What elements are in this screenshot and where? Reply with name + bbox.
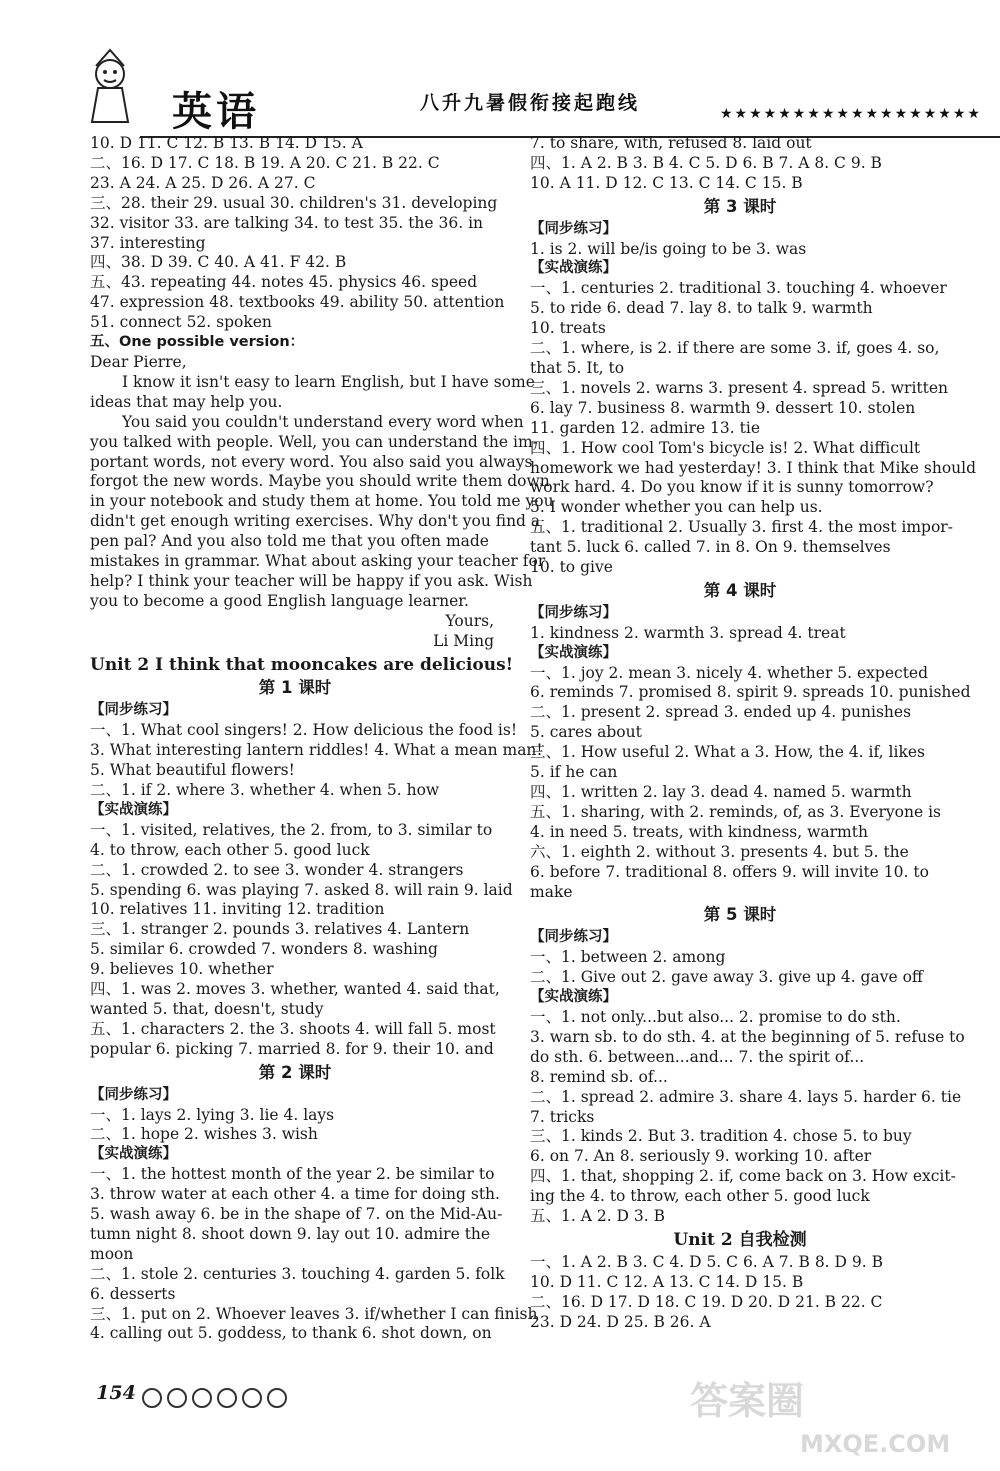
answer-line: 六、1. eighth 2. without 3. presents 4. but 5. the bbox=[530, 842, 909, 861]
answer-line: that 5. It, to bbox=[530, 358, 625, 377]
answer-line: 三、1. put on 2. Whoever leaves 3. if/whether I can finish bbox=[90, 1304, 538, 1323]
answer-line: 二、1. Give out 2. gave away 3. give up 4. gave off bbox=[530, 968, 923, 987]
answer-line: mistakes in grammar. What about asking your teacher for bbox=[90, 552, 546, 571]
answer-line: 10. D 11. C 12. A 13. C 14. D 15. B bbox=[530, 1272, 804, 1291]
section-tag: 【同步练习】 bbox=[530, 604, 617, 621]
answer-line: 三、1. kinds 2. But 3. tradition 4. chose 5. to buy bbox=[530, 1127, 912, 1146]
answer-line: work hard. 4. Do you know if it is sunny tomorrow? bbox=[530, 478, 934, 497]
answer-line: 5. if he can bbox=[530, 763, 618, 782]
answer-line: 23. D 24. D 25. B 26. A bbox=[530, 1312, 711, 1331]
answer-line: 一、1. visited, relatives, the 2. from, to 3. similar to bbox=[90, 820, 493, 839]
answer-line: 二、1. stole 2. centuries 3. touching 4. garden 5. folk bbox=[90, 1264, 505, 1283]
answer-line: 7. to share, with, refused 8. laid out bbox=[530, 134, 812, 152]
answer-line: 一、1. What cool singers! 2. How delicious the food is! bbox=[90, 721, 518, 740]
answer-line: 7. tricks bbox=[530, 1107, 595, 1126]
answer-line: wanted 5. that, doesn't, study bbox=[90, 999, 324, 1018]
answer-line: 5. I wonder whether you can help us. bbox=[530, 498, 823, 517]
answer-line: 10. relatives 11. inviting 12. tradition bbox=[90, 900, 385, 919]
answer-line: 四、1. How cool Tom's bicycle is! 2. What difficult bbox=[530, 438, 921, 457]
decorative-dots bbox=[142, 1388, 292, 1412]
answer-line: 一、1. joy 2. mean 3. nicely 4. whether 5. expected bbox=[530, 663, 929, 682]
answer-line: 三、1. How useful 2. What a 3. How, the 4. if, likes bbox=[530, 743, 925, 762]
section-tag: 五、One possible version： bbox=[90, 334, 305, 351]
answer-line: 二、1. spread 2. admire 3. share 4. lays 5. harder 6. tie bbox=[530, 1087, 962, 1106]
answer-line: make bbox=[530, 882, 573, 901]
section-tag: 【实战演练】 bbox=[530, 644, 617, 661]
answer-line: 47. expression 48. textbooks 49. ability 50. attention bbox=[90, 293, 505, 312]
section-tag: 【同步练习】 bbox=[90, 1086, 177, 1103]
answer-line: 二、1. if 2. where 3. whether 4. when 5. how bbox=[90, 781, 440, 799]
answer-line: moon bbox=[90, 1244, 134, 1263]
section-tag: 【实战演练】 bbox=[90, 1146, 177, 1163]
answer-line: Dear Pierre, bbox=[90, 352, 187, 371]
section-tag: 【实战演练】 bbox=[530, 260, 617, 277]
answer-line: 5. spending 6. was playing 7. asked 8. will rain 9. laid bbox=[90, 880, 513, 899]
answer-line: 四、38. D 39. C 40. A 41. F 42. B bbox=[90, 253, 347, 272]
section-tag: 【实战演练】 bbox=[530, 989, 617, 1006]
answer-line: 五、43. repeating 44. notes 45. physics 46. speed bbox=[90, 273, 478, 292]
answer-line: 5. What beautiful flowers! bbox=[90, 761, 295, 780]
answer-line: 51. connect 52. spoken bbox=[90, 313, 272, 332]
letter-signature: Yours, bbox=[445, 611, 494, 630]
answer-line: 五、1. A 2. D 3. B bbox=[530, 1207, 666, 1226]
answer-line: 1. is 2. will be/is going to be 3. was bbox=[530, 239, 807, 258]
answer-line: do sth. 6. between...and... 7. the spirit of... bbox=[530, 1047, 865, 1066]
answer-line: I know it isn't easy to learn English, but I have some bbox=[122, 372, 535, 391]
answer-line: pen pal? And you also told me that you often made bbox=[90, 532, 489, 551]
lesson-heading: 第 3 课时 bbox=[703, 196, 777, 216]
answer-line: 一、1. lays 2. lying 3. lie 4. lays bbox=[90, 1105, 335, 1124]
answer-line: 三、28. their 29. usual 30. children's 31. developing bbox=[90, 193, 498, 212]
answer-line: 6. reminds 7. promised 8. spirit 9. spreads 10. punished bbox=[530, 683, 971, 702]
answer-line: 6. desserts bbox=[90, 1284, 176, 1303]
answer-line: 四、1. that, shopping 2. if, come back on 3. How excit- bbox=[530, 1167, 956, 1186]
answer-line: popular 6. picking 7. married 8. for 9. their 10. and bbox=[90, 1039, 494, 1058]
series-title: 八升九暑假衔接起跑线 bbox=[420, 92, 641, 114]
answer-line: in your notebook and study them at home. You told me you bbox=[90, 492, 554, 511]
answer-line: 6. lay 7. business 8. warmth 9. dessert 10. stolen bbox=[530, 398, 916, 417]
answer-line: 6. before 7. traditional 8. offers 9. will invite 10. to bbox=[530, 862, 929, 881]
answer-line: 五、1. characters 2. the 3. shoots 4. will fall 5. most bbox=[90, 1019, 496, 1038]
answer-line: 3. throw water at each other 4. a time for doing sth. bbox=[90, 1185, 500, 1204]
answer-line: 二、1. hope 2. wishes 3. wish bbox=[90, 1125, 318, 1144]
answer-line: ideas that may help you. bbox=[90, 392, 283, 411]
answer-line: you to become a good English language learner. bbox=[90, 591, 469, 610]
page-number: 154 bbox=[96, 1382, 136, 1404]
circle-icon bbox=[167, 1388, 187, 1408]
lesson-heading: 第 2 课时 bbox=[258, 1062, 332, 1082]
answer-line: 二、1. present 2. spread 3. ended up 4. punishes bbox=[530, 703, 912, 722]
answer-line: 三、1. novels 2. warns 3. present 4. spread 5. written bbox=[530, 378, 949, 397]
answer-line: 4. in need 5. treats, with kindness, warmth bbox=[530, 822, 868, 841]
watermark-url: MXQE.COM bbox=[800, 1430, 951, 1458]
unit-heading: Unit 2 自我检测 bbox=[673, 1229, 807, 1250]
watermark-logo: 答案圈 bbox=[690, 1379, 805, 1423]
answer-line: 8. remind sb. of... bbox=[530, 1067, 668, 1086]
answer-line: 四、1. was 2. moves 3. whether, wanted 4. said that, bbox=[90, 980, 500, 999]
unit-heading: Unit 2 I think that mooncakes are delicious! bbox=[90, 654, 514, 675]
answer-line: help? I think your teacher will be happy if you ask. Wish bbox=[90, 571, 533, 590]
star-decoration: ★★★★★★★★★★★★★★★★★★ bbox=[720, 106, 982, 122]
answer-line: 三、1. stranger 2. pounds 3. relatives 4. Lantern bbox=[90, 920, 470, 939]
answer-line: 一、1. A 2. B 3. C 4. D 5. C 6. A 7. B 8. D 9. B bbox=[530, 1252, 883, 1271]
section-tag: 【同步练习】 bbox=[90, 702, 177, 719]
subject-title: 英语 bbox=[172, 89, 260, 135]
answer-line: 10. to give bbox=[530, 558, 613, 577]
answer-line: 一、1. between 2. among bbox=[530, 948, 726, 967]
page-footer bbox=[60, 1360, 360, 1440]
answer-line: 1. kindness 2. warmth 3. spread 4. treat bbox=[530, 623, 846, 642]
letter-signature: Li Ming bbox=[433, 631, 494, 650]
section-tag: 【同步练习】 bbox=[530, 929, 617, 946]
page-header bbox=[60, 40, 982, 140]
answer-line: 3. warn sb. to do sth. 4. at the beginning of 5. refuse to bbox=[530, 1027, 965, 1046]
circle-icon bbox=[192, 1388, 212, 1408]
answer-line: 五、1. traditional 2. Usually 3. first 4. the most impor- bbox=[530, 518, 953, 537]
lesson-heading: 第 5 课时 bbox=[703, 905, 777, 925]
answer-line: 四、1. written 2. lay 3. dead 4. named 5. warmth bbox=[530, 783, 912, 801]
answer-line: 4. calling out 5. goddess, to thank 6. shot down, on bbox=[90, 1324, 492, 1343]
answer-line: didn't get enough writing exercises. Why don't you find a bbox=[90, 512, 541, 531]
section-tag: 【实战演练】 bbox=[90, 801, 177, 818]
right-answer-column bbox=[530, 134, 977, 1332]
answer-line: 37. interesting bbox=[90, 233, 206, 252]
answer-line: 5. similar 6. crowded 7. wonders 8. washing bbox=[90, 940, 438, 959]
answer-line: 3. What interesting lantern riddles! 4. What a mean man! bbox=[90, 741, 543, 760]
lesson-heading: 第 1 课时 bbox=[258, 678, 332, 698]
answer-line: ing the 4. to throw, each other 5. good luck bbox=[530, 1187, 870, 1206]
answer-line: 5. cares about bbox=[530, 723, 642, 742]
lesson-heading: 第 4 课时 bbox=[703, 580, 777, 600]
answer-line: 5. to ride 6. dead 7. lay 8. to talk 9. warmth bbox=[530, 299, 873, 318]
answer-line: 23. A 24. A 25. D 26. A 27. C bbox=[90, 173, 316, 192]
mascot-icon bbox=[80, 48, 140, 128]
answer-line: 二、1. crowded 2. to see 3. wonder 4. strangers bbox=[90, 860, 464, 879]
answer-line: forgot the new words. Maybe you should write them down bbox=[90, 472, 550, 491]
answer-line: 四、1. A 2. B 3. B 4. C 5. D 6. B 7. A 8. C 9. B bbox=[530, 153, 882, 172]
answer-line: 6. on 7. An 8. seriously 9. working 10. after bbox=[530, 1147, 872, 1166]
circle-icon bbox=[267, 1388, 287, 1408]
section-tag: 【同步练习】 bbox=[530, 220, 617, 237]
answer-line: tumn night 8. shoot down 9. lay out 10. admire the bbox=[90, 1224, 491, 1243]
answer-line: 5. wash away 6. be in the shape of 7. on the Mid-Au- bbox=[90, 1205, 503, 1224]
answer-line: 10. treats bbox=[530, 319, 606, 338]
answer-line: you talked with people. Well, you can understand the im- bbox=[90, 432, 538, 451]
circle-icon bbox=[242, 1388, 262, 1408]
answer-line: 二、16. D 17. C 18. B 19. A 20. C 21. B 22. C bbox=[90, 153, 440, 172]
answer-line: portant words, not every word. You also said you always bbox=[90, 452, 533, 471]
answer-line: 4. to throw, each other 5. good luck bbox=[90, 840, 370, 859]
answer-line: You said you couldn't understand every word when bbox=[122, 412, 524, 431]
answer-line: 二、1. where, is 2. if there are some 3. if, goes 4. so, bbox=[530, 339, 940, 358]
circle-icon bbox=[142, 1388, 162, 1408]
answer-line: 10. D 11. C 12. B 13. B 14. D 15. A bbox=[90, 134, 363, 152]
answer-line: 32. visitor 33. are talking 34. to test 35. the 36. in bbox=[90, 213, 484, 232]
answer-line: 10. A 11. D 12. C 13. C 14. C 15. B bbox=[530, 173, 803, 192]
answer-line: 11. garden 12. admire 13. tie bbox=[530, 418, 760, 437]
answer-line: 二、16. D 17. D 18. C 19. D 20. D 21. B 22. C bbox=[530, 1292, 883, 1311]
answer-line: homework we had yesterday! 3. I think that Mike should bbox=[530, 458, 977, 477]
answer-line: 9. believes 10. whether bbox=[90, 960, 274, 979]
answer-line: 一、1. the hottest month of the year 2. be similar to bbox=[90, 1165, 495, 1184]
answer-line: 一、1. not only...but also... 2. promise to do sth. bbox=[530, 1007, 901, 1026]
circle-icon bbox=[217, 1388, 237, 1408]
answer-line: 一、1. centuries 2. traditional 3. touching 4. whoever bbox=[530, 279, 947, 298]
answer-line: 五、1. sharing, with 2. reminds, of, as 3. Everyone is bbox=[530, 802, 941, 821]
answer-line: tant 5. luck 6. called 7. in 8. On 9. themselves bbox=[530, 538, 891, 557]
